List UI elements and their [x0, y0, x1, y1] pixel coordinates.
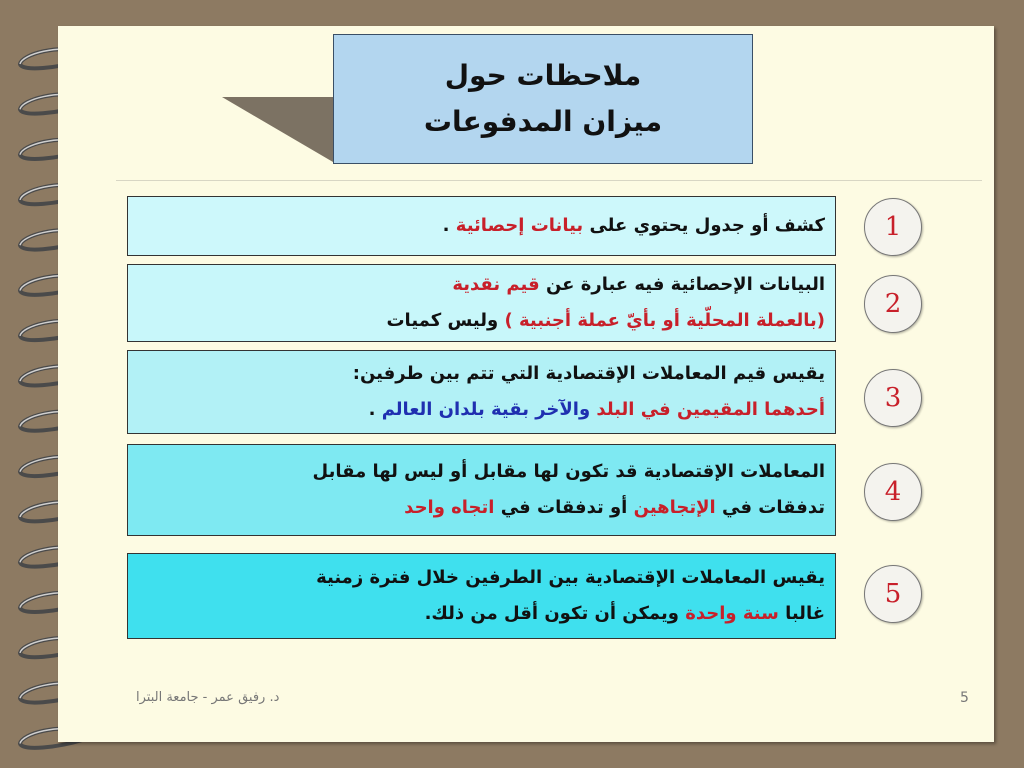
item-number-badge-1: 1 [864, 198, 922, 256]
text-segment: وليس كميات [386, 310, 505, 331]
item-3-line-1 [138, 356, 825, 392]
text-segment: يقيس قيم المعاملات الإقتصادية التي تتم بين طرفين: [352, 363, 825, 384]
item-3-line-2 [138, 392, 825, 428]
item-box-1 [127, 196, 836, 256]
title-line-2: ميزان المدفوعات [423, 105, 663, 138]
text-segment: بيانات إحصائية [455, 215, 584, 236]
item-2-line-2 [138, 303, 825, 339]
text-segment: . [368, 399, 382, 420]
item-box-4 [127, 444, 836, 536]
footer-author: د. رفيق عمر - جامعة البترا [136, 690, 280, 705]
text-segment: تدفقات في [715, 497, 825, 518]
text-segment: (بالعملة المحلّية أو بأيّ عملة أجنبية ) [504, 310, 825, 331]
text-segment: البيانات الإحصائية فيه عبارة عن [539, 274, 825, 295]
item-box-2 [127, 264, 836, 342]
item-5-line-2 [138, 596, 825, 632]
text-segment: المعاملات الإقتصادية قد تكون لها مقابل أو ليس لها مقابل [312, 461, 825, 482]
title-box [333, 34, 753, 164]
text-segment: اتجاه واحد [404, 497, 495, 518]
text-segment: قيم نقدية [452, 274, 540, 295]
divider [116, 180, 982, 181]
item-1-line-1 [138, 211, 825, 241]
item-4-line-1 [138, 454, 825, 490]
text-segment: . [442, 215, 456, 236]
item-number-badge-3: 3 [864, 369, 922, 427]
text-segment: سنة واحدة [685, 603, 779, 624]
text-segment: كشف أو جدول يحتوي على [583, 215, 825, 236]
text-segment: ويمكن أن تكون أقل من ذلك. [424, 603, 686, 624]
item-number-badge-4: 4 [864, 463, 922, 521]
item-2-line-1 [138, 267, 825, 303]
item-number-badge-5: 5 [864, 565, 922, 623]
page-number: 5 [960, 690, 969, 706]
item-number-badge-2: 2 [864, 275, 922, 333]
text-segment: غالبا [778, 603, 825, 624]
text-segment: يقيس المعاملات الإقتصادية بين الطرفين خلال فترة زمنية [316, 567, 825, 588]
text-segment: أحدهما المقيمين في البلد [596, 399, 825, 420]
title-line-1: ملاحظات حول [444, 59, 642, 92]
item-box-3 [127, 350, 836, 434]
item-4-line-2 [138, 490, 825, 526]
text-segment: أو تدفقات في [494, 497, 634, 518]
text-segment: الإتجاهين [633, 497, 716, 518]
item-box-5 [127, 553, 836, 639]
text-segment: والآخر بقية بلدان العالم [381, 399, 597, 420]
item-5-line-1 [138, 560, 825, 596]
